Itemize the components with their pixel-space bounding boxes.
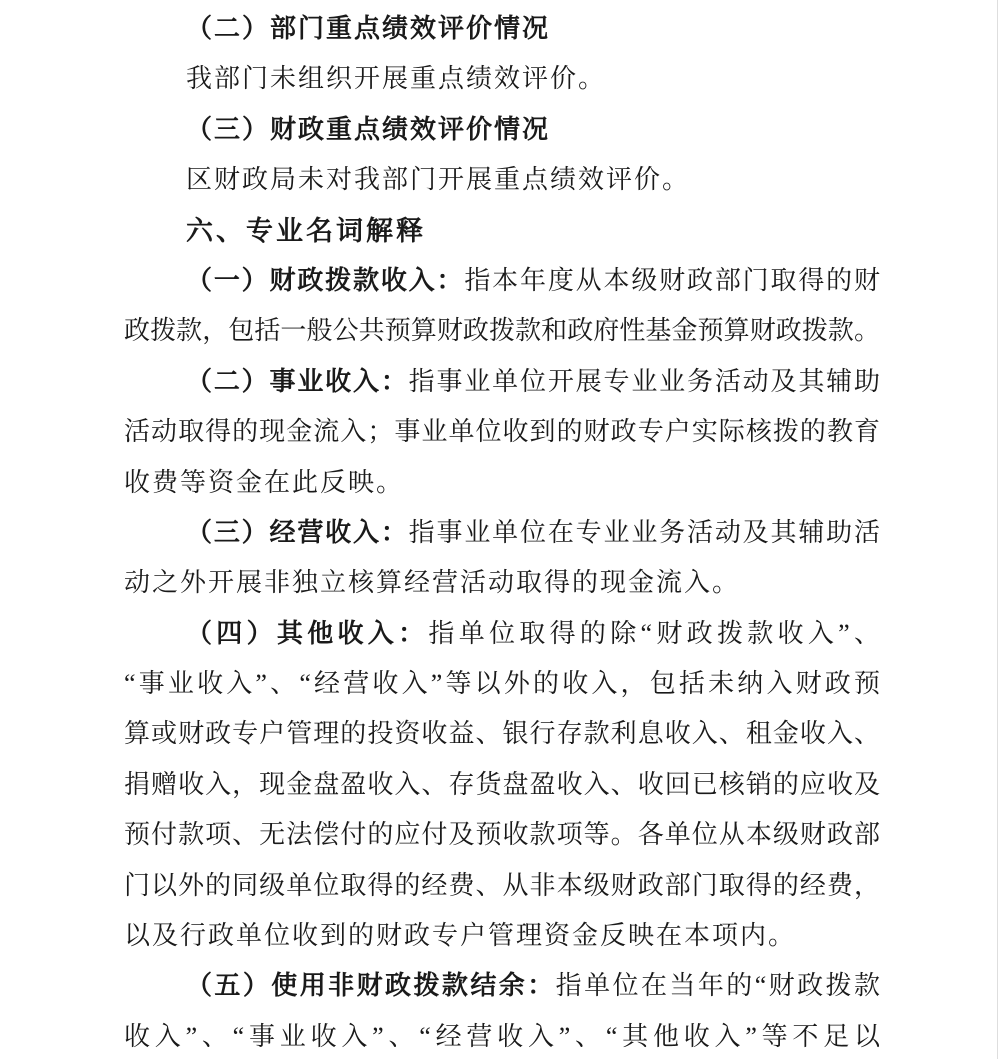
paragraph-lead-bold: （三）经营收入： (186, 517, 409, 547)
line-text: 捐赠收入，现金盘盈收入、存货盘盈收入、收回已核销的应收及 (124, 769, 880, 799)
document-line (124, 256, 880, 306)
document-line (124, 961, 880, 1011)
line-text: 指单位在当年的“财政拨款 (555, 971, 880, 1001)
document-text-block (124, 4, 880, 1062)
line-text: 我部门未组织开展重点绩效评价。 (186, 64, 607, 94)
document-line (124, 558, 880, 608)
document-line (124, 609, 880, 659)
document-line (124, 206, 880, 256)
line-text: 指本年度从本级财政部门取得的财 (464, 265, 880, 295)
document-line (124, 709, 880, 759)
document-line (124, 306, 880, 356)
line-text: 动之外开展非独立核算经营活动取得的现金流入。 (124, 568, 741, 598)
document-line (124, 760, 880, 810)
paragraph-lead-bold: （二）事业收入： (186, 366, 409, 396)
line-text: 门以外的同级单位取得的经费、从非本级财政部门取得的经费， (124, 870, 880, 900)
subsection-heading: （三）财政重点绩效评价情况 (186, 114, 551, 144)
line-text: 活动取得的现金流入；事业单位收到的财政专户实际核拨的教育 (124, 417, 880, 447)
document-line (124, 458, 880, 508)
document-line (124, 1012, 880, 1062)
paragraph-lead-bold: （一）财政拨款收入： (186, 265, 465, 295)
line-text: 收费等资金在此反映。 (124, 467, 405, 497)
document-line (124, 155, 880, 205)
line-text: 收入”、“事业收入”、“经营收入”、“其他收入”等不足以 (124, 1021, 880, 1051)
document-line (124, 4, 880, 54)
document-line (124, 407, 880, 457)
line-text: 指事业单位开展专业业务活动及其辅助 (408, 366, 880, 396)
page-edge-line (997, 0, 998, 1059)
document-line (124, 508, 880, 558)
line-text: “事业收入”、“经营收入”等以外的收入，包括未纳入财政预 (124, 669, 880, 699)
line-text: 指事业单位在专业业务活动及其辅助活 (408, 517, 880, 547)
line-text: 政拨款，包括一般公共预算财政拨款和政府性基金预算财政拨款。 (124, 316, 880, 346)
paragraph-lead-bold: （四）其他收入： (186, 618, 429, 648)
document-line (124, 659, 880, 709)
document-line (124, 357, 880, 407)
document-line (124, 861, 880, 911)
line-text: 以及行政单位收到的财政专户管理资金反映在本项内。 (124, 921, 797, 951)
line-text: 指单位取得的除“财政拨款收入”、 (428, 618, 880, 648)
subsection-heading: （二）部门重点绩效评价情况 (186, 14, 551, 43)
line-text: 区财政局未对我部门开展重点绩效评价。 (186, 165, 691, 195)
line-text: 算或财政专户管理的投资收益、银行存款利息收入、租金收入、 (124, 719, 880, 749)
section-heading: 六、专业名词解释 (186, 215, 426, 246)
document-line (124, 54, 880, 104)
document-line (124, 810, 880, 860)
paragraph-lead-bold: （五）使用非财政拨款结余： (186, 971, 556, 1001)
document-line (124, 105, 880, 155)
document-line (124, 911, 880, 961)
line-text: 预付款项、无法偿付的应付及预收款项等。各单位从本级财政部 (124, 820, 880, 850)
